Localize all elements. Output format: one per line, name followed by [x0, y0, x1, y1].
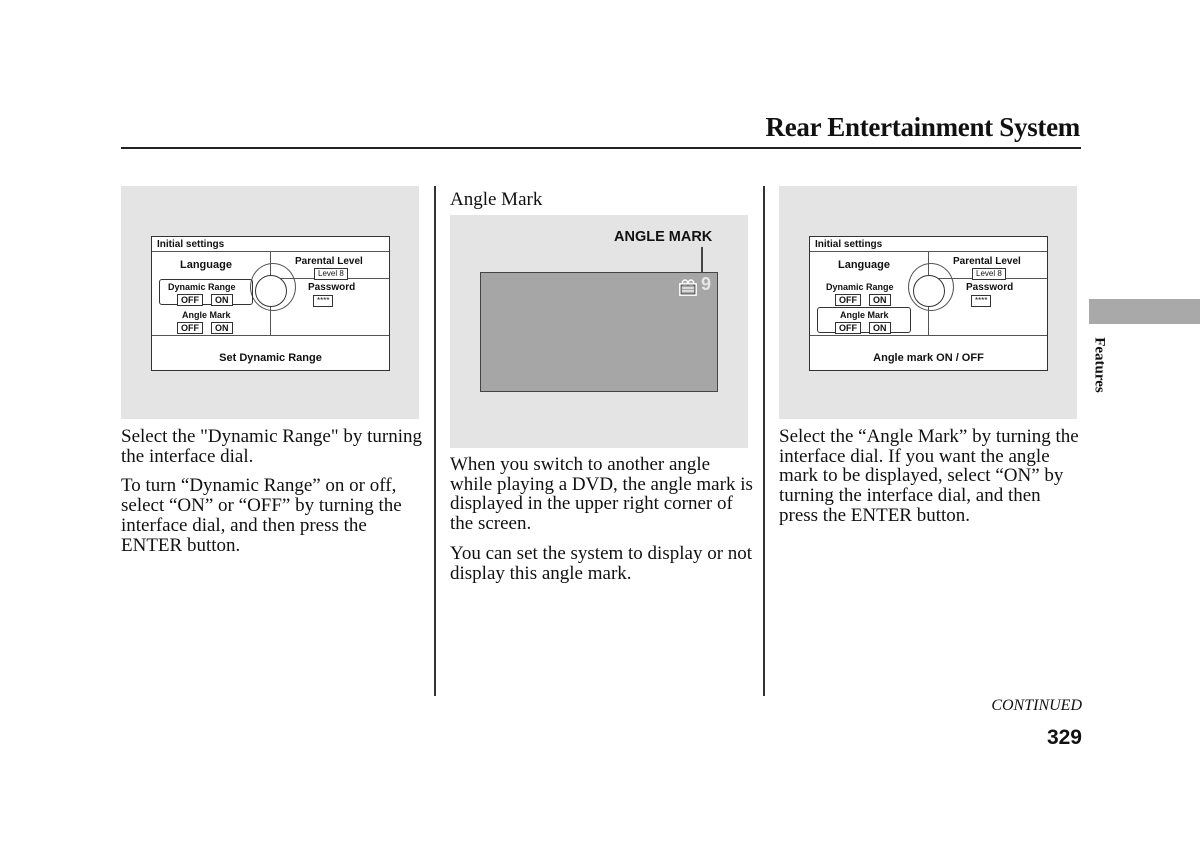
- page-number: 329: [1046, 726, 1082, 749]
- dynamic-range-on: ON: [869, 294, 891, 306]
- section-label: [1084, 330, 1114, 400]
- screen-caption: Set Dynamic Range: [219, 352, 322, 364]
- menu-language: Language: [838, 259, 890, 271]
- menu-angle-mark: Angle Mark: [182, 310, 231, 320]
- header-rule: [121, 147, 1081, 149]
- paragraph: To turn “Dynamic Range” on or off, select “ON” or “OFF” by turning the interface dial, and then press the ENTER button.: [121, 475, 402, 556]
- figure-dynamic-range: [121, 186, 419, 419]
- angle-mark-on: ON: [869, 322, 891, 334]
- figure-angle-mark-setting: [779, 186, 1077, 419]
- section-tab: [1089, 299, 1200, 324]
- angle-mark-off: OFF: [177, 322, 203, 334]
- interface-dial-icon: [255, 275, 287, 307]
- dynamic-range-off: OFF: [835, 294, 861, 306]
- paragraph: You can set the system to display or not display this angle mark.: [450, 542, 753, 584]
- paragraph: Select the "Dynamic Range" by turning the interface dial.: [121, 426, 422, 467]
- middle-text: [450, 455, 755, 583]
- screen-title: Initial settings: [157, 239, 225, 250]
- screen-caption: Angle mark ON / OFF: [873, 352, 984, 364]
- menu-password: Password: [308, 282, 356, 293]
- angle-number: 9: [701, 274, 712, 294]
- menu-parental-level: Parental Level: [953, 256, 1021, 267]
- parental-level-value: Level 8: [314, 268, 348, 280]
- dynamic-range-on: ON: [211, 294, 233, 306]
- interface-dial-icon: [913, 275, 945, 307]
- section-heading: Angle Mark: [450, 189, 543, 210]
- camera-angle-icon: [678, 279, 700, 297]
- menu-parental-level: Parental Level: [295, 256, 363, 267]
- section-label-text: Features: [1091, 337, 1108, 393]
- angle-mark-label: ANGLE MARK: [614, 229, 713, 245]
- column-divider: [434, 186, 436, 696]
- menu-dynamic-range: Dynamic Range: [826, 282, 894, 292]
- continued-label: CONTINUED: [991, 697, 1082, 714]
- column-divider: [763, 186, 765, 696]
- page-title: Rear Entertainment System: [765, 112, 1080, 142]
- left-text: [121, 427, 426, 555]
- menu-language: Language: [180, 259, 232, 271]
- figure-angle-mark: [450, 215, 748, 448]
- paragraph: When you switch to another angle while playing a DVD, the angle mark is displayed in the upper right corner of the screen.: [450, 454, 753, 535]
- angle-mark-on: ON: [211, 322, 233, 334]
- password-value: ****: [313, 295, 333, 307]
- menu-password: Password: [966, 282, 1014, 293]
- angle-mark-off: OFF: [835, 322, 861, 334]
- right-text: [779, 427, 1079, 526]
- menu-dynamic-range: Dynamic Range: [168, 282, 236, 292]
- menu-angle-mark: Angle Mark: [840, 310, 889, 320]
- screen-title: Initial settings: [815, 239, 883, 250]
- paragraph: Select the “Angle Mark” by turning the interface dial. If you want the angle mark to be displayed, select “ON” by turning the interface dial, and then press the ENTER button.: [779, 426, 1079, 526]
- settings-screen: [809, 236, 1048, 371]
- parental-level-value: Level 8: [972, 268, 1006, 280]
- dynamic-range-off: OFF: [177, 294, 203, 306]
- settings-screen: [151, 236, 390, 371]
- password-value: ****: [971, 295, 991, 307]
